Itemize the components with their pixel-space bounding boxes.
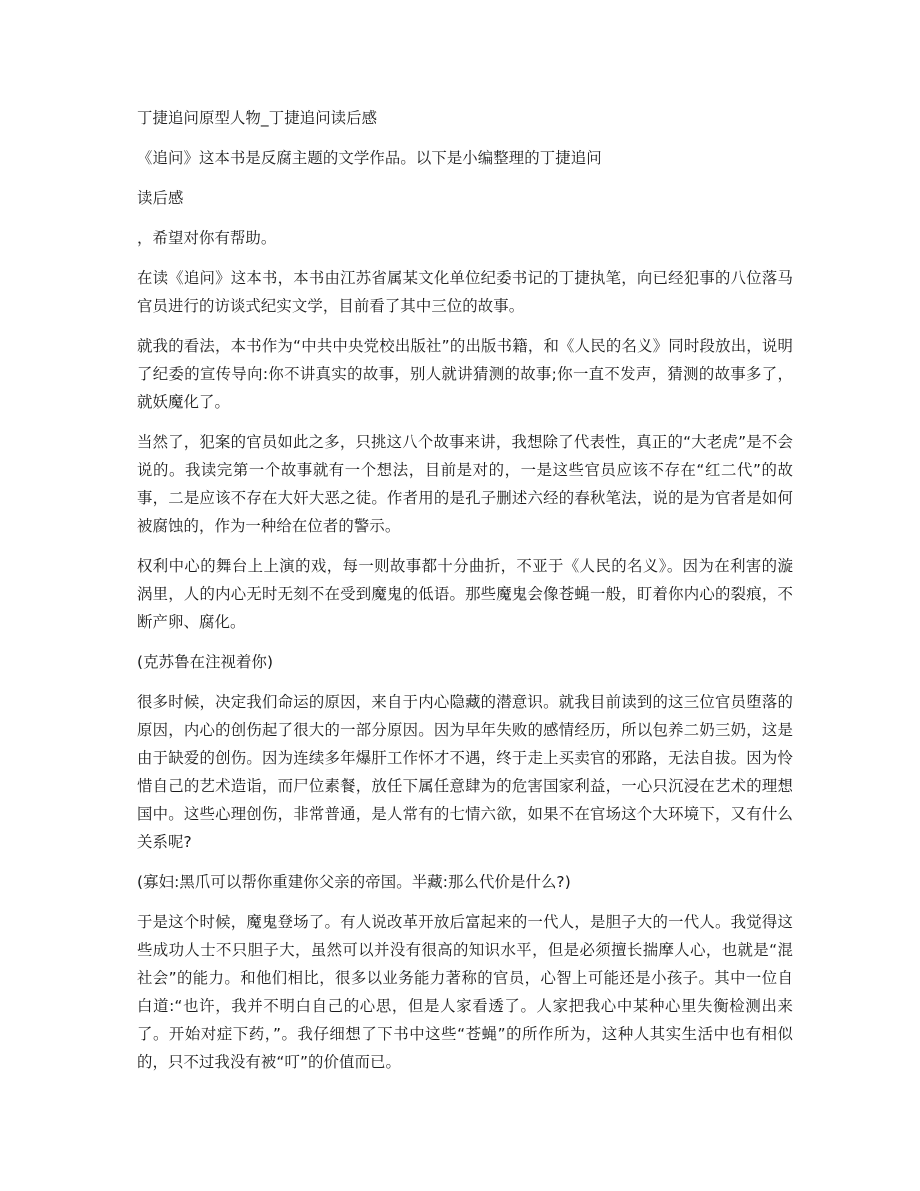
paragraph-aside-2: (寡妇:黑爪可以帮你重建你父亲的帝国。半藏:那么代价是什么?)	[137, 873, 571, 891]
paragraph-body-5: 很多时候，决定我们命运的原因，来自于内心隐藏的潜意识。就我目前读到的这三位官员堕落的原因，内心的创伤起了很大的一部分原因。因为早年失败的感情经历，所以包养二奶三奶，这是由于缺爱的创伤。因为连续多年爆肝工作怀才不遇，终于走上买卖官的邪路，无法自拔。因为怜惜自己的艺术造诣，而尸位素餐，放任下属任意肆为的危害国家利益，一心只沉浸在艺术的理想国中。这些心理创伤，非常普通，是人常有的七情六欲，如果不在官场这个大环境下，又有什么关系呢?	[137, 693, 793, 851]
paragraph-intro-2: 读后感	[137, 189, 184, 207]
paragraph-body-2: 就我的看法，本书作为“中共中央党校出版社”的出版书籍，和《人民的名义》同时段放出，说明了纪委的宣传导向:你不讲真实的故事，别人就讲猜测的故事;你一直不发声，猜测的故事多了，就妖魔化了。	[137, 337, 793, 411]
paragraph-intro-3: ，希望对你有帮助。	[137, 229, 277, 247]
paragraph-body-3: 当然了，犯案的官员如此之多，只挑这八个故事来讲，我想除了代表性，真正的“大老虎”是不会说的。我读完第一个故事就有一个想法，目前是对的，一是这些官员应该不存在“红二代”的故事，二是应该不存在大奸大恶之徒。作者用的是孔子删述六经的春秋笔法，说的是为官者是如何被腐蚀的，作为一种给在位者的警示。	[137, 433, 793, 535]
paragraph-body-4: 权利中心的舞台上上演的戏，每一则故事都十分曲折，不亚于《人民的名义》。因为在利害的漩涡里，人的内心无时无刻不在受到魔鬼的低语。那些魔鬼会像苍蝇一般，盯着你内心的裂痕，不断产卵、腐化。	[137, 557, 793, 631]
paragraph-body-1: 在读《追问》这本书，本书由江苏省属某文化单位纪委书记的丁捷执笔，向已经犯事的八位落马官员进行的访谈式纪实文学，目前看了其中三位的故事。	[137, 269, 793, 315]
page-title: 丁捷追问原型人物_丁捷追问读后感	[137, 109, 378, 127]
paragraph-aside-1: (克苏鲁在注视着你)	[137, 653, 274, 671]
document-body	[137, 104, 793, 1076]
paragraph-body-6: 于是这个时候，魔鬼登场了。有人说改革开放后富起来的一代人，是胆子大的一代人。我觉得这些成功人士不只胆子大，虽然可以并没有很高的知识水平，但是必须擅长揣摩人心，也就是“混社会”的能力。和他们相比，很多以业务能力著称的官员，心智上可能还是小孩子。其中一位自白道:“也许，我并不明白自己的心思，但是人家看透了。人家把我心中某种心里失衡检测出来了。开始对症下药，”。我仔细想了下书中这些“苍蝇”的所作所为，这种人其实生活中也有相似的，只不过我没有被“叮”的价值而已。	[137, 913, 793, 1071]
paragraph-intro-1: 《追问》这本书是反腐主题的文学作品。以下是小编整理的丁捷追问	[137, 149, 602, 167]
